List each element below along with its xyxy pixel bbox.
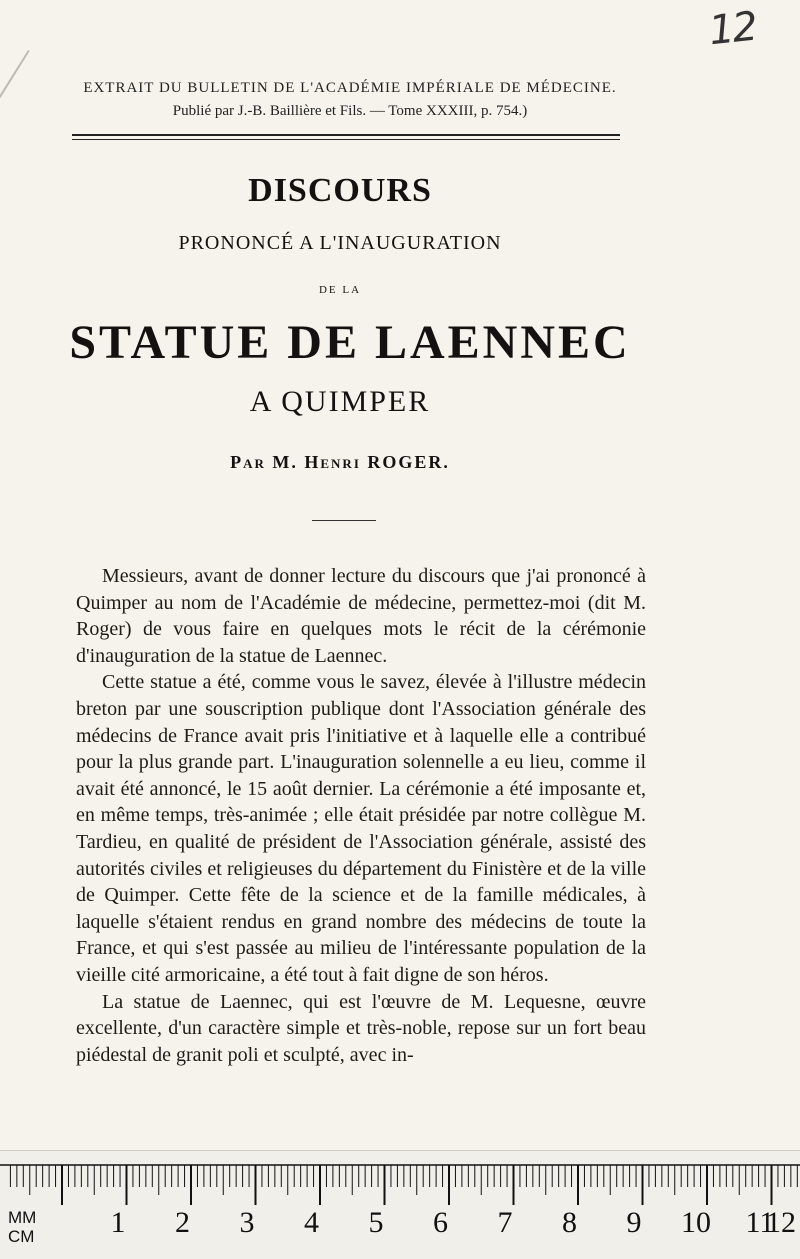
ruler-unit-mm: MM — [8, 1208, 37, 1227]
header-rule-thin — [72, 139, 620, 140]
header-rule-thick — [72, 134, 620, 136]
paragraph: Messieurs, avant de donner lecture du discours que j'ai prononcé à Quimper au nom de l'Académie de médecine, permettez-moi (dit M. Roger) de vous faire en quelques mots le récit de la cérémonie d'inauguration de la statue de Laennec. — [76, 565, 646, 667]
body-text — [76, 563, 646, 1068]
title-discours: DISCOURS — [248, 172, 432, 209]
measurement-ruler — [0, 1150, 800, 1259]
paragraph: Cette statue a été, comme vous le savez, élevée à l'illustre médecin breton par une souscription publique dont l'Association générale des médecins de France avait pris l'initiative et à laquelle elle a contribué pour la plus grande part. L'inauguration solennelle a eu lieu, comme il avait été annoncé, le 15 août dernier. La cérémonie a été imposante et, en même temps, très-animée ; elle était présidée par notre collègue M. Tardieu, en qualité de président de l'Association générale, assisté des autorités civiles et religieuses du département du Finistère et de la ville de Quimper. Cette fête de la science et de la famille médicales, à laquelle s'étaient rendus en grand nombre des médecins de toute la France, et qui s'est passée au milieu de l'intéressante population de la vieille cité armoricaine, a été tout à fait digne de son héros. — [76, 671, 646, 986]
ruler-number: 4 — [304, 1206, 319, 1239]
ruler-unit-cm: CM — [8, 1227, 35, 1246]
ruler-number: 10 — [681, 1206, 711, 1239]
ruler-number: 8 — [562, 1206, 577, 1239]
title-prononce: PRONONCÉ A L'INAUGURATION — [178, 232, 502, 254]
header-line-2: Publié par J.-B. Baillière et Fils. — Tome XXXIII, p. 754.) — [172, 103, 528, 119]
ruler-number: 6 — [433, 1206, 448, 1239]
ruler-number: 2 — [175, 1206, 190, 1239]
ruler-number: 5 — [368, 1206, 384, 1239]
title-quimper: A QUIMPER — [249, 385, 431, 418]
title-de-la: DE LA — [318, 284, 362, 296]
ruler-number: 9 — [626, 1206, 642, 1239]
pencil-mark — [0, 50, 81, 168]
ruler-units — [8, 1208, 50, 1246]
folio-number: 12 — [706, 3, 759, 55]
ruler-number: 3 — [239, 1206, 255, 1239]
ruler-number: 12 — [766, 1206, 796, 1239]
ruler-number: 7 — [497, 1206, 513, 1239]
section-divider — [312, 520, 376, 521]
ruler-number: 1 — [110, 1206, 126, 1239]
title-statue: STATUE DE LAENNEC — [69, 316, 631, 369]
paragraph: La statue de Laennec, qui est l'œuvre de M. Lequesne, œuvre excellente, d'un caractère simple et très-noble, repose sur un fort beau piédestal de granit poli et sculpté, avec in- — [76, 990, 646, 1066]
ruler-number: 11 — [745, 1206, 775, 1239]
author-line: Par M. Henri ROGER. — [230, 452, 450, 472]
ruler-ticks — [0, 1151, 800, 1211]
header-line-1: EXTRAIT DU BULLETIN DE L'ACADÉMIE IMPÉRIALE DE MÉDECINE. — [83, 80, 617, 96]
